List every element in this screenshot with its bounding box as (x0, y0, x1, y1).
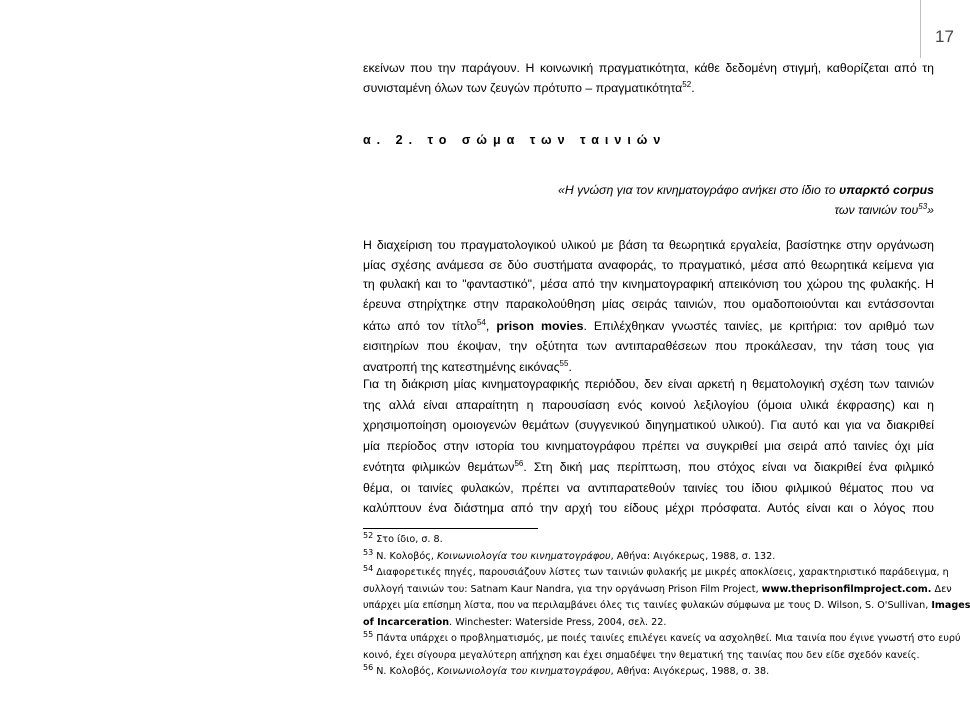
intro-line-1: εκείνων που την παράγουν. Η κοινωνική πραγματικότητα, κάθε δεδομένη στιγμή, καθορίζεται από τη (363, 61, 934, 75)
paragraph-1 (363, 236, 934, 378)
p1-line: κάτω από τον τίτλο$^{54}$, prison movies. Επιλέχθηκαν γνωστές ταινίες, με κριτήρια: τον αριθμό των (363, 317, 934, 333)
p1-line: τη φυλακή και το "φανταστικό", μέσα από την κινηματογραφική απεικόνιση του χώρου της φυλακής. Η (363, 277, 934, 291)
p1-line: Η διαχείριση του πραγματολογικού υλικού με βάση τα θεωρητικά εργαλεία, βασίστηκε στην οργάνωση (363, 238, 934, 252)
footnote-separator (363, 528, 538, 529)
p2-line: μία περίοδος στην ιστορία του κινηματογράφου πρέπει να συγκριθεί μια σειρά από ταινίες όχι μία (363, 438, 934, 453)
footnote-ref-52: 52 (682, 79, 692, 89)
footnote-52: $^{52}$ Στο ίδιο, σ. 8. (363, 530, 443, 545)
footnote-ref-56: 56 (514, 458, 524, 468)
p2-line: Για τη διάκριση μίας κινηματογραφικής περιόδου, δεν είναι αρκετή η θεματολογική σχέση των ταινιών (363, 377, 934, 391)
p2-line: ενότητα φιλμικών θεμάτων$^{56}$. Στη δική μας περίπτωση, που στόχος είναι να διακριθεί ένα φιλμικό (363, 458, 935, 474)
intro-line-2: συνισταμένη όλων των ζευγών πρότυπο – πραγματικότητα$^{52}$. (363, 79, 695, 95)
p1-line: εισιτηρίων που έκοψαν, την οξύτητα των αντιπαραθέσεων που προκάλεσαν, την τάση τους για (363, 338, 934, 353)
footnote-53: $^{53}$ Ν. Κολοβός, Κοινωνιολογία του κινηματογράφου, Αθήνα: Αιγόκερως, 1988, σ. 132. (363, 547, 776, 562)
footnote-54: $^{54}$ Διαφορετικές πηγές, παρουσιάζουν λίστες των ταινιών φυλακής με μικρές αποκλίσεις, χαρακτηριστικό παράδειγμα, η συλλογή ταινιών του: Satnam Kaur Nandra, για την οργάνωση Prison Film Project, www.theprisonfilmproject.com. Δεν υπάρχει μία επίσημη λίστα, που να περιλαμβάνει όλες τις ταινίες φυλακών σύμφωνα με τους D. Wilson, S. O'Sullivan, Images of Incarceration. Winchester: Waterside Press, 2004, σελ. 22. (363, 563, 970, 628)
p2-line: χρησιμοποίηση ομοιογενών θεμάτων (συγγενικού διηγηματικού υλικού). Για αυτό και για να διακριθεί (363, 418, 934, 432)
quote-line-1: «Η γνώση για τον κινηματογράφο ανήκει στο ίδιο το υπαρκτό corpus (558, 183, 934, 197)
footnote-55: $^{55}$ Πάντα υπάρχει ο προβληματισμός, με ποιές ταινίες επιλέγει κανείς να ασχοληθεί. Μια ταινία που έγινε γνωστή στο ευρύ κοινό, έχει σίγουρα μεγαλύτερη απήχηση και έχει σημαδέψει την θεματική της ταινίας που δεν είδε σχεδόν κανείς. (363, 629, 961, 661)
p2-line: της αλλά είναι απαραίτητη η παρουσίαση ενός κοινού λεξιλογίου (όμοια υλικά έκφρασης) και η (363, 397, 934, 412)
p1-line: ανατροπή της κατεστημένης εικόνας$^{55}$. (363, 358, 572, 374)
footnote-ref-53: 53 (918, 201, 928, 211)
section-heading: α. 2. το σώμα των ταινιών (363, 133, 667, 147)
prison-film-project-link[interactable]: www.theprisonfilmproject.com. (761, 583, 932, 595)
p2-line: θέμα, οι ταινίες φυλακών, πρέπει να αντιπαρατεθούν ταινίες του ίδιου φιλμικού θέματος που να (363, 480, 934, 495)
p2-line: καλύπτουν ένα διάστημα από την αρχή του είδους μέχρι πρόσφατα. Αυτός είναι και ο λόγος που (363, 501, 934, 515)
footnote-ref-55: 55 (559, 358, 569, 368)
page-number: 17 (935, 27, 954, 46)
p1-line: μίας σχέσης ανάμεσα σε δύο συστήματα αναφοράς, το πραγματικό, μέσα από θεωρητικά κείμενα για (363, 257, 934, 272)
footnote-ref-54: 54 (476, 317, 486, 327)
paragraph-2 (363, 375, 934, 519)
page-number-rule (920, 0, 921, 58)
footnote-56: $^{56}$ Ν. Κολοβός, Κοινωνιολογία του κινηματογράφου, Αθήνα: Αιγόκερως, 1988, σ. 38. (363, 662, 770, 677)
intro-paragraph (363, 59, 934, 98)
footnotes (363, 530, 970, 681)
quote-line-2: των ταινιών του$^{53}$» (834, 201, 934, 217)
epigraph-quote (520, 180, 934, 220)
p1-line: έρευνα στηρίχτηκε στην παρακολούθηση μίας σειράς ταινιών, που ομαδοποιούνται και εντάσσονται (363, 296, 934, 311)
